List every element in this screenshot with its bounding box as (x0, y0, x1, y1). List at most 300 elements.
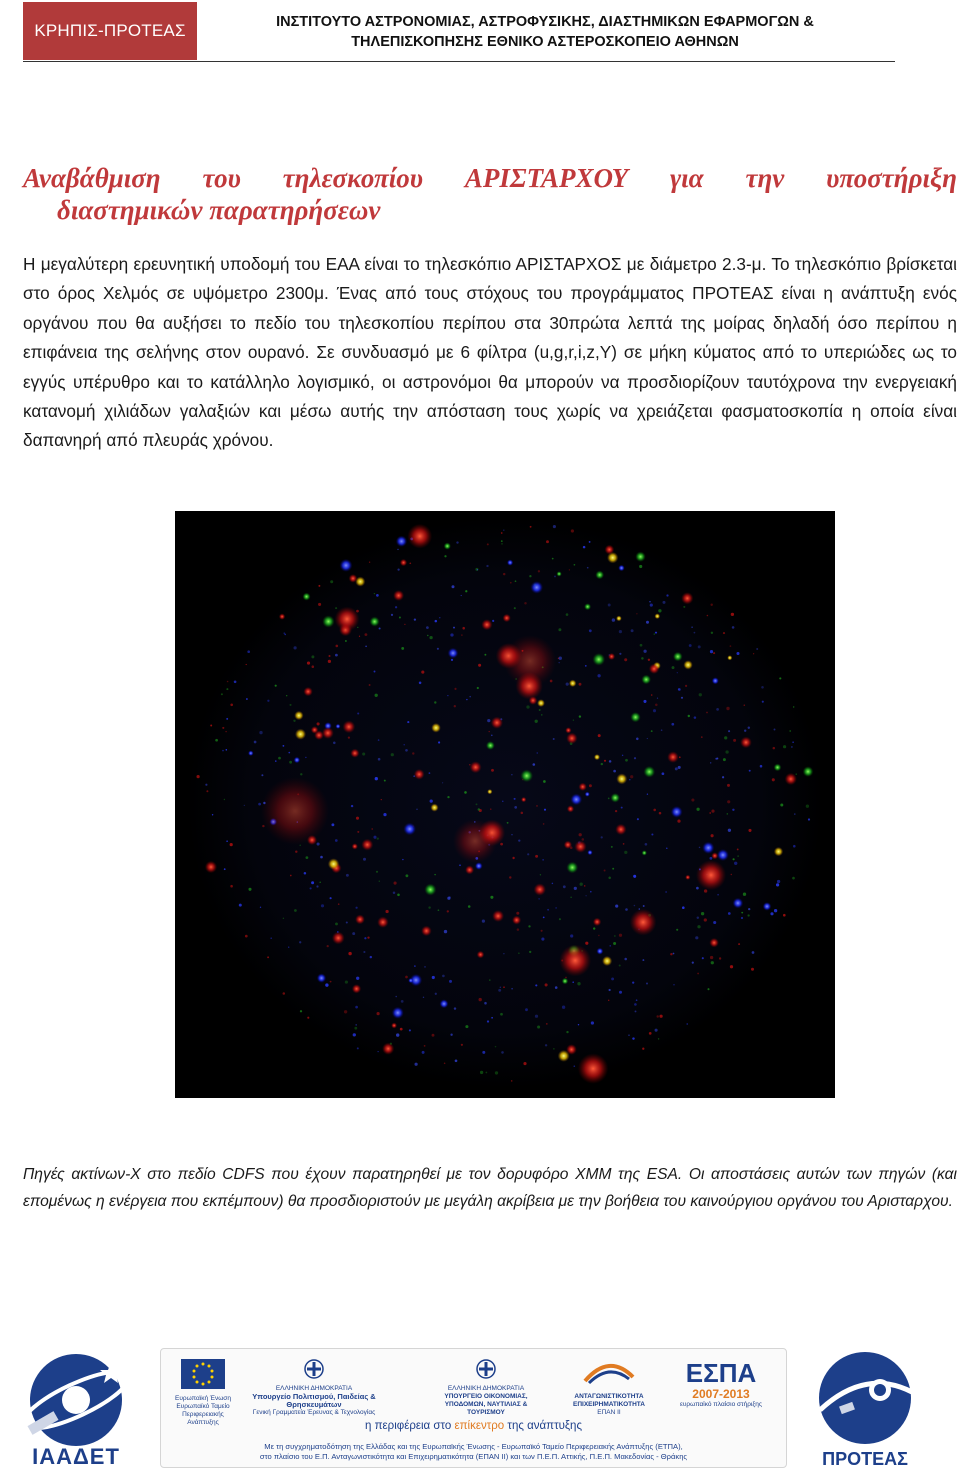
xray-source (491, 717, 503, 729)
background-speck (665, 891, 667, 893)
background-speck (583, 546, 586, 549)
background-speck (615, 905, 618, 908)
xray-source (392, 1007, 404, 1019)
background-speck (325, 983, 328, 986)
background-speck (405, 874, 408, 877)
background-speck (651, 730, 653, 732)
xray-source (295, 729, 306, 740)
background-speck (704, 889, 707, 892)
background-speck (724, 736, 727, 739)
background-speck (335, 654, 338, 657)
background-speck (500, 843, 503, 846)
background-speck (540, 874, 541, 875)
xray-source (414, 769, 425, 780)
background-speck (702, 957, 704, 959)
background-speck (479, 998, 482, 1001)
background-speck (696, 887, 699, 890)
xray-source (615, 824, 626, 835)
background-speck (796, 773, 797, 774)
background-speck (536, 805, 538, 807)
background-speck (566, 613, 569, 616)
starfield-image (175, 511, 835, 1098)
background-speck (482, 920, 485, 923)
background-speck (379, 881, 380, 882)
background-speck (514, 607, 516, 609)
background-speck (624, 851, 627, 854)
background-speck (224, 799, 225, 800)
xray-source (507, 559, 513, 565)
background-speck (682, 906, 685, 909)
xray-source (421, 926, 432, 937)
background-speck (704, 918, 707, 921)
background-speck (550, 680, 553, 683)
background-speck (543, 823, 545, 825)
xray-source (567, 805, 574, 812)
background-speck (589, 541, 591, 543)
xray-source (439, 999, 448, 1008)
xray-source (349, 574, 358, 583)
background-speck (373, 836, 376, 839)
background-speck (416, 809, 418, 811)
background-speck (689, 644, 692, 647)
background-speck (615, 810, 617, 812)
ministry-economy-name: ΥΠΟΥΡΓΕΙΟ ΟΙΚΟΝΟΜΙΑΣ, ΥΠΟΔΟΜΩΝ, ΝΑΥΤΙΛΙΑΣ & ΤΟΥΡΙΣΜΟΥ (444, 1393, 528, 1416)
background-speck (647, 794, 648, 795)
background-speck (275, 685, 277, 687)
background-speck (539, 709, 541, 711)
xray-source (683, 660, 692, 669)
background-speck (577, 982, 580, 985)
background-speck (662, 601, 665, 604)
background-speck (345, 981, 348, 984)
background-speck (529, 951, 531, 953)
background-speck (731, 874, 732, 875)
background-speck (673, 984, 674, 985)
xray-source (556, 571, 561, 576)
background-speck (521, 812, 524, 815)
background-speck (614, 935, 615, 936)
background-speck (492, 620, 494, 622)
ministry-economy-title: ΕΛΛΗΝΙΚΗ ΔΗΜΟΚΡΑΤΙΑ (447, 1385, 525, 1392)
xray-source (565, 727, 571, 733)
background-speck (554, 575, 556, 577)
background-speck (794, 813, 795, 814)
background-speck (621, 807, 623, 809)
background-speck (335, 839, 338, 842)
background-speck (608, 989, 610, 991)
background-speck (648, 659, 650, 661)
background-speck (383, 813, 386, 816)
sponsor-strip (160, 1348, 787, 1468)
background-speck (694, 716, 697, 719)
background-speck (356, 817, 359, 820)
background-speck (609, 760, 612, 763)
background-speck (632, 1037, 634, 1039)
background-speck (774, 729, 776, 731)
background-speck (645, 843, 648, 846)
background-speck (487, 719, 490, 722)
background-speck (511, 1080, 513, 1082)
background-speck (482, 1051, 485, 1054)
xray-source (492, 910, 504, 922)
background-speck (447, 897, 450, 900)
xray-source (671, 806, 683, 818)
background-speck (631, 629, 634, 632)
background-speck (512, 857, 514, 859)
background-speck (687, 1023, 688, 1024)
eu-sponsor-text: Ευρωπαϊκή Ένωση Ευρωπαϊκό Ταμείο Περιφερειακής Ανάπτυξης (175, 1395, 231, 1426)
background-speck (348, 952, 351, 955)
xray-source (294, 711, 303, 720)
xray-source (607, 552, 618, 563)
background-speck (730, 645, 732, 647)
background-speck (230, 885, 233, 888)
institute-name (210, 12, 880, 52)
background-speck (808, 818, 810, 820)
background-speck (318, 603, 321, 606)
background-speck (675, 767, 678, 770)
background-speck (776, 883, 779, 886)
background-speck (558, 628, 561, 631)
background-speck (260, 907, 261, 908)
background-speck (783, 914, 786, 917)
xray-source (595, 570, 604, 579)
background-speck (570, 934, 573, 937)
background-speck (344, 1010, 347, 1013)
background-speck (696, 808, 699, 811)
eu-sponsor (173, 1359, 233, 1427)
xray-source (444, 542, 451, 549)
background-speck (553, 738, 555, 740)
background-speck (357, 712, 359, 714)
background-speck (553, 1048, 554, 1049)
background-speck (230, 703, 233, 706)
xray-source (340, 559, 353, 572)
background-speck (748, 908, 750, 910)
background-speck (661, 729, 663, 731)
background-speck (404, 624, 405, 625)
xray-source (785, 773, 797, 785)
background-speck (357, 627, 358, 628)
background-speck (697, 925, 700, 928)
background-speck (447, 796, 449, 798)
background-speck (247, 650, 250, 653)
article-title-line-1 (23, 162, 957, 194)
background-speck (683, 606, 685, 608)
background-speck (495, 1071, 498, 1074)
background-speck (461, 1044, 463, 1046)
background-speck (535, 1015, 538, 1018)
background-speck (791, 746, 792, 747)
background-speck (579, 833, 582, 836)
background-speck (646, 983, 648, 985)
background-speck (725, 750, 728, 753)
background-speck (484, 654, 486, 656)
background-speck (535, 984, 537, 986)
background-speck (299, 941, 301, 943)
background-speck (659, 812, 662, 815)
background-speck (430, 799, 433, 802)
xray-source (740, 737, 752, 749)
background-speck (444, 930, 447, 933)
espa-sub: ευρωπαϊκό πλαίσιο στήριξης (679, 1401, 763, 1408)
institute-line-1: ΙΝΣΤΙΤΟΥΤΟ ΑΣΤΡΟΝΟΜΙΑΣ, ΑΣΤΡΟΦΥΣΙΚΗΣ, ΔΙΑΣΤΗΜΙΚΩΝ ΕΦΑΡΜΟΓΩΝ & (276, 14, 814, 30)
xray-source (465, 865, 474, 874)
background-speck (295, 850, 297, 852)
background-speck (578, 1024, 579, 1025)
epan-sponsor (559, 1359, 659, 1417)
background-speck (305, 757, 306, 758)
background-speck (582, 838, 585, 841)
xray-source (593, 918, 601, 926)
background-speck (553, 525, 556, 528)
xray-source (727, 655, 732, 660)
background-speck (748, 726, 750, 728)
background-speck (762, 701, 764, 703)
background-speck (426, 626, 429, 629)
proteas-logo-text: ΠΡΟΤΕΑΣ (822, 1449, 908, 1469)
title-word: υποστήριξη (826, 163, 957, 193)
background-speck (671, 723, 674, 726)
xray-source (578, 1053, 608, 1083)
background-speck (593, 927, 595, 929)
xray-source (407, 524, 432, 549)
xray-source (587, 850, 592, 855)
background-speck (543, 780, 546, 783)
background-speck (806, 805, 809, 808)
background-speck (480, 1071, 483, 1074)
background-speck (733, 858, 735, 860)
background-speck (399, 617, 401, 619)
background-speck (487, 1020, 489, 1022)
background-speck (643, 650, 646, 653)
background-speck (707, 988, 709, 990)
background-speck (604, 870, 606, 872)
background-speck (710, 650, 713, 653)
xray-source (594, 754, 600, 760)
background-speck (206, 790, 208, 792)
background-speck (517, 928, 520, 931)
background-speck (676, 929, 678, 931)
background-speck (625, 908, 628, 911)
background-speck (640, 644, 643, 647)
background-speck (259, 731, 262, 734)
background-speck (489, 731, 490, 732)
background-speck (330, 981, 332, 983)
background-speck (293, 720, 295, 722)
background-speck (619, 964, 621, 966)
background-speck (710, 603, 712, 605)
background-speck (370, 956, 372, 958)
background-speck (604, 760, 606, 762)
background-speck (639, 565, 642, 568)
background-speck (613, 942, 616, 945)
background-speck (706, 712, 708, 714)
background-speck (254, 741, 257, 744)
background-speck (459, 864, 461, 866)
xray-source (424, 884, 436, 896)
background-speck (319, 881, 321, 883)
background-speck (363, 858, 366, 861)
background-speck (246, 698, 248, 700)
background-speck (559, 657, 562, 660)
background-speck (442, 782, 443, 783)
xray-source (702, 842, 714, 854)
background-speck (732, 626, 735, 629)
background-speck (397, 894, 400, 897)
background-speck (352, 932, 355, 935)
background-speck (438, 741, 440, 743)
background-speck (719, 957, 721, 959)
background-speck (414, 618, 416, 620)
header-divider (23, 61, 895, 62)
xray-source (537, 699, 545, 707)
institute-line-2: ΤΗΛΕΠΙΣΚΟΠΗΣΗΣ ΕΘΝΙΚΟ ΑΣΤΕΡΟΣΚΟΠΕΙΟ ΑΘΗΝΩΝ (351, 34, 739, 50)
xray-source (322, 615, 334, 627)
background-speck (230, 843, 233, 846)
background-speck (579, 715, 581, 717)
funding-line-2: στο πλαίσιο του Ε.Π. Ανταγωνιστικότητα και Επιχειρηματικότητα (ΕΠΑΝ ΙΙ) και των Π.Ε.Π. Αττικής, Π.Ε.Π. Μακεδονίας - Θράκης (259, 1452, 688, 1461)
xray-source (596, 948, 603, 955)
background-speck (695, 936, 698, 939)
background-speck (691, 798, 694, 801)
background-speck (444, 1063, 446, 1065)
xray-source (566, 862, 578, 874)
background-speck (573, 1065, 575, 1067)
background-speck (320, 856, 323, 859)
background-speck (610, 945, 611, 946)
background-speck (698, 645, 701, 648)
background-speck (300, 1010, 302, 1012)
espa-sponsor (666, 1359, 776, 1409)
background-speck (538, 898, 539, 899)
xray-source (529, 696, 538, 705)
background-speck (503, 573, 505, 575)
background-speck (642, 959, 644, 961)
background-speck (666, 847, 668, 849)
background-speck (306, 856, 309, 859)
background-speck (365, 633, 368, 636)
background-speck (371, 828, 373, 830)
xray-source (503, 614, 511, 622)
background-speck (619, 991, 622, 994)
background-speck (619, 653, 621, 655)
background-speck (222, 750, 224, 752)
xray-source (391, 1023, 397, 1029)
background-speck (449, 980, 452, 983)
background-speck (355, 907, 357, 909)
background-speck (608, 1000, 609, 1001)
background-speck (793, 706, 794, 707)
background-speck (317, 722, 320, 725)
xray-source (667, 751, 679, 763)
background-speck (792, 742, 793, 743)
xray-source (655, 613, 661, 619)
background-speck (579, 683, 582, 686)
background-speck (736, 652, 739, 655)
background-speck (311, 655, 314, 658)
figure-caption: Πηγές ακτίνων-Χ στο πεδίο CDFS που έχουν παρατηρηθεί με τον δορυφόρο ΧΜΜ της ESA. Οι αποστάσεις αυτών των πηγών (και επομένως η ενέργεια που εκπέμπουν) θα προσδιοριστούν με μεγάλη ακρίβεια με την βοήθεια του καινούργιου οργάνου του Αρισταρχου. (23, 1166, 957, 1210)
background-speck (503, 529, 504, 530)
xray-source (803, 766, 814, 777)
background-speck (632, 981, 634, 983)
background-speck (747, 914, 749, 916)
background-speck (574, 564, 576, 566)
xray-source (520, 769, 533, 782)
background-speck (571, 529, 574, 532)
background-speck (701, 736, 703, 738)
background-speck (515, 580, 517, 582)
background-speck (655, 704, 658, 707)
xray-source (681, 592, 693, 604)
background-speck (544, 809, 546, 811)
ministry-education-sponsor (249, 1359, 379, 1417)
background-speck (589, 784, 592, 787)
background-speck (728, 730, 730, 732)
background-speck (710, 956, 713, 959)
background-speck (535, 855, 538, 858)
background-speck (258, 803, 261, 806)
background-speck (491, 734, 493, 736)
background-speck (434, 701, 436, 703)
background-speck (541, 930, 543, 932)
background-speck (711, 632, 713, 634)
background-speck (495, 1046, 497, 1048)
background-speck (637, 818, 639, 820)
background-speck (733, 739, 736, 742)
background-speck (379, 627, 381, 629)
background-speck (432, 976, 435, 979)
xray-source (431, 723, 441, 733)
xray-source (486, 741, 495, 750)
background-speck (659, 1015, 662, 1018)
background-speck (226, 749, 228, 751)
background-speck (716, 708, 719, 711)
xray-source (521, 797, 526, 802)
background-speck (752, 951, 755, 954)
background-speck (210, 725, 212, 727)
background-speck (335, 607, 337, 609)
background-speck (651, 694, 653, 696)
background-speck (537, 1025, 540, 1028)
background-speck (355, 1024, 357, 1026)
background-speck (307, 662, 310, 665)
background-speck (514, 798, 516, 800)
footer (0, 1340, 960, 1472)
background-speck (789, 730, 791, 732)
background-speck (598, 935, 599, 936)
background-speck (503, 986, 505, 988)
background-speck (489, 979, 491, 981)
background-speck (731, 613, 734, 616)
epan-name: ΑΝΤΑΓΩΝΙΣΤΙΚΟΤΗΤΑ ΕΠΙΧΕΙΡΗΜΑΤΙΚΟΤΗΤΑ (573, 1393, 645, 1408)
background-speck (321, 904, 324, 907)
background-speck (628, 1035, 629, 1036)
background-speck (391, 753, 394, 756)
background-speck (656, 1015, 658, 1017)
background-speck (650, 604, 653, 607)
background-speck (555, 986, 558, 989)
background-speck (697, 973, 699, 975)
background-speck (608, 798, 610, 800)
background-speck (501, 543, 502, 544)
background-speck (226, 688, 228, 690)
xray-source (303, 687, 312, 696)
xray-source (355, 914, 365, 924)
xray-source (592, 653, 605, 666)
diffuse-emission (261, 777, 329, 845)
xray-source (630, 712, 640, 722)
